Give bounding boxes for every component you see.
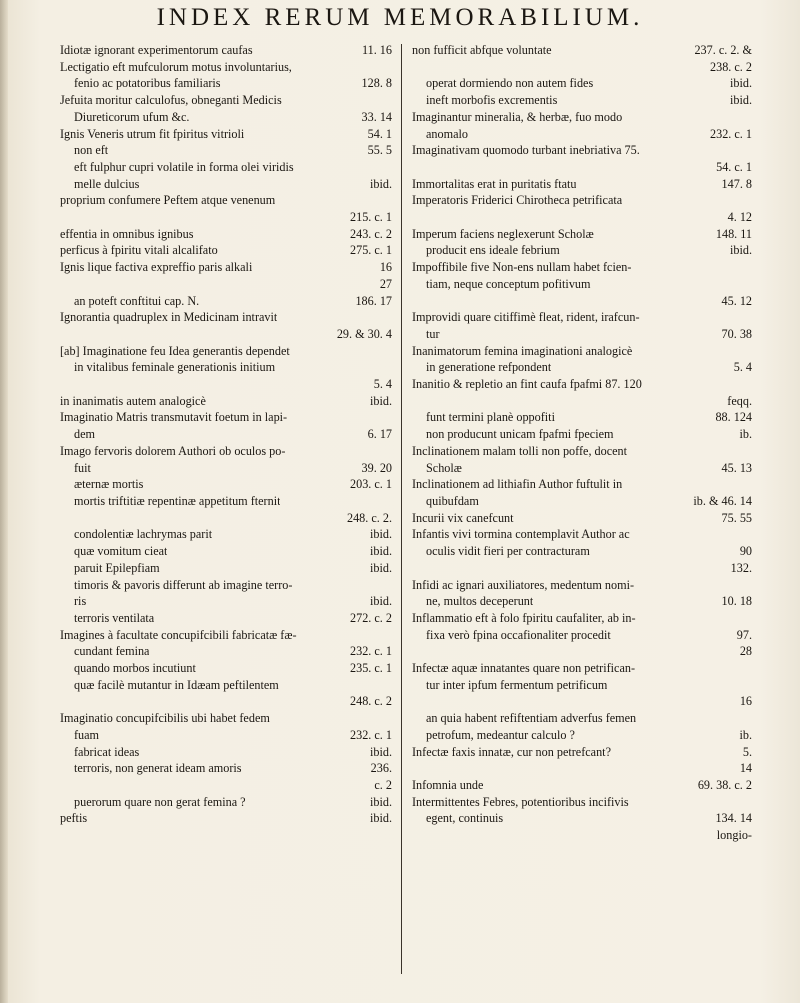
index-entry bbox=[412, 426, 752, 443]
index-entry bbox=[412, 192, 752, 209]
entry-text: Intermittentes Febres, potentioribus incifivis bbox=[412, 794, 629, 809]
entry-reference bbox=[386, 677, 392, 694]
entry-text: Imperum faciens neglexerunt Scholæ bbox=[412, 226, 594, 241]
entry-text: Jefuita moritur calculofus, obneganti Medicis bbox=[60, 93, 282, 108]
entry-text: Impoffibile five Non-ens nullam habet fcien- bbox=[412, 260, 632, 275]
index-entry bbox=[60, 192, 392, 209]
index-entry bbox=[412, 727, 752, 744]
entry-text: anomalo bbox=[426, 126, 468, 141]
entry-reference bbox=[746, 677, 752, 694]
entry-reference bbox=[386, 309, 392, 326]
index-entry bbox=[412, 543, 752, 560]
entry-text: Infectæ aquæ innatantes quare non petrifican- bbox=[412, 661, 636, 676]
entry-reference: 54. c. 1 bbox=[716, 159, 752, 174]
entry-reference: 14 bbox=[739, 761, 752, 776]
index-entry bbox=[60, 159, 392, 176]
entry-reference: 28 bbox=[739, 644, 752, 659]
entry-reference: 232. c. 1 bbox=[350, 727, 392, 742]
entry-reference bbox=[746, 376, 752, 393]
index-entry bbox=[412, 42, 752, 59]
entry-text: æternæ mortis bbox=[74, 477, 144, 492]
index-entry bbox=[412, 176, 752, 193]
index-entry bbox=[60, 560, 392, 577]
index-entry bbox=[60, 610, 392, 627]
index-entry bbox=[60, 326, 392, 343]
index-entry bbox=[60, 493, 392, 510]
entry-text: Diureticorum ufum &c. bbox=[74, 109, 190, 124]
entry-text: Infectæ faxis innatæ, cur non petrefcant? bbox=[412, 744, 611, 759]
entry-reference: 236. bbox=[370, 761, 392, 776]
entry-text: Imaginatio concupifcibilis ubi habet fedem bbox=[60, 711, 270, 726]
index-entry bbox=[412, 359, 752, 376]
entry-reference: 16 bbox=[739, 694, 752, 709]
entry-reference: ibid. bbox=[369, 594, 392, 609]
index-entry bbox=[412, 526, 752, 543]
index-entry bbox=[412, 677, 752, 694]
entry-reference: feqq. bbox=[727, 393, 752, 408]
index-entry bbox=[60, 577, 392, 594]
index-entry bbox=[412, 242, 752, 259]
entry-text: Imaginatio Matris transmutavit foetum in lapi- bbox=[60, 410, 288, 425]
column-divider bbox=[401, 44, 402, 974]
index-entry bbox=[412, 293, 752, 310]
index-entry bbox=[412, 109, 752, 126]
index-entry bbox=[60, 359, 392, 376]
entry-text: Incurii vix canefcunt bbox=[412, 510, 514, 525]
index-entry bbox=[412, 493, 752, 510]
index-entry bbox=[412, 326, 752, 343]
entry-reference bbox=[746, 142, 752, 159]
entry-reference: 5. 4 bbox=[373, 377, 392, 392]
entry-reference bbox=[386, 577, 392, 594]
entry-reference: 11. 16 bbox=[361, 43, 392, 57]
index-entry bbox=[60, 727, 392, 744]
entry-text: petrofum, medeantur calculo ? bbox=[426, 727, 575, 742]
entry-reference: 27 bbox=[379, 276, 392, 291]
entry-reference: 134. 14 bbox=[715, 811, 752, 826]
entry-text: fuam bbox=[74, 727, 100, 742]
entry-reference: 215. c. 1 bbox=[350, 210, 392, 225]
entry-reference bbox=[386, 192, 392, 209]
entry-text: Inanimatorum femina imaginationi analogicè bbox=[412, 343, 633, 358]
entry-text: Inclinationem ad lithiafin Author fuftulit in bbox=[412, 477, 623, 492]
index-entry bbox=[412, 660, 752, 677]
entry-text: quæ facilè mutantur in Idæam peftilentem bbox=[74, 677, 279, 692]
entry-reference: 29. & 30. 4 bbox=[336, 326, 392, 341]
index-entry bbox=[60, 526, 392, 543]
entry-text: fixa verò fpina occafionaliter procedit bbox=[426, 627, 611, 642]
entry-reference bbox=[386, 92, 392, 109]
entry-reference bbox=[746, 526, 752, 543]
entry-text: non eft bbox=[74, 143, 109, 158]
entry-reference: ibid. bbox=[369, 176, 392, 191]
entry-reference: ibid. bbox=[369, 544, 392, 559]
entry-reference bbox=[746, 192, 752, 209]
entry-text: fabricat ideas bbox=[74, 744, 140, 759]
entry-reference bbox=[746, 276, 752, 293]
index-entry bbox=[60, 693, 392, 710]
entry-text: an poteft conftitui cap. N. bbox=[74, 293, 200, 308]
page-header: INDEX RERUM MEMORABILIUM. bbox=[156, 4, 644, 31]
index-entry bbox=[412, 810, 752, 827]
entry-text: Infomnia unde bbox=[412, 777, 484, 792]
index-entry bbox=[412, 209, 752, 226]
index-entry bbox=[60, 627, 392, 644]
entry-text: Idiotæ ignorant experimentorum caufas bbox=[60, 43, 253, 57]
entry-reference bbox=[746, 476, 752, 493]
entry-text: non producunt unicam fpafmi fpeciem bbox=[426, 427, 614, 442]
entry-reference: 55. 5 bbox=[367, 143, 392, 158]
entry-text: effentia in omnibus ignibus bbox=[60, 226, 194, 241]
entry-text: dem bbox=[74, 427, 95, 442]
entry-text: perficus à fpiritu vitali alcalifato bbox=[60, 243, 218, 258]
entry-reference: 75. 55 bbox=[721, 510, 752, 525]
entry-text: fenio ac potatoribus familiaris bbox=[74, 76, 221, 91]
entry-reference: 97. bbox=[736, 627, 752, 642]
entry-reference bbox=[746, 443, 752, 460]
entry-text: an quia habent refiftentiam adverfus femen bbox=[426, 711, 637, 726]
entry-reference bbox=[746, 343, 752, 360]
entry-reference: ibid. bbox=[729, 243, 752, 258]
index-entry bbox=[60, 242, 392, 259]
entry-text: quibufdam bbox=[426, 493, 479, 508]
entry-reference bbox=[386, 627, 392, 644]
entry-reference bbox=[386, 343, 392, 360]
entry-text: operat dormiendo non autem fides bbox=[426, 76, 594, 91]
index-entry bbox=[60, 810, 392, 827]
index-entry bbox=[412, 476, 752, 493]
index-entry bbox=[60, 426, 392, 443]
index-entry bbox=[60, 109, 392, 126]
index-entry bbox=[412, 409, 752, 426]
index-entry bbox=[412, 276, 752, 293]
entry-reference bbox=[746, 309, 752, 326]
entry-reference bbox=[386, 493, 392, 510]
entry-reference: 5. 4 bbox=[733, 360, 752, 375]
index-entry bbox=[60, 343, 392, 360]
entry-text: eft fulphur cupri volatile in forma olei viridis bbox=[74, 159, 294, 174]
entry-text: ineft morbofis excrementis bbox=[426, 93, 558, 108]
entry-reference bbox=[746, 794, 752, 811]
entry-reference: ibid. bbox=[369, 560, 392, 575]
index-entry bbox=[60, 59, 392, 76]
entry-reference: 70. 38 bbox=[721, 326, 752, 341]
entry-text: Inflammatio eft à folo fpiritu caufaliter, ab in- bbox=[412, 610, 636, 625]
entry-reference: 39. 20 bbox=[361, 460, 392, 475]
entry-reference: 69. 38. c. 2 bbox=[697, 777, 752, 792]
entry-text: funt termini planè oppofiti bbox=[426, 410, 555, 425]
index-entry bbox=[412, 443, 752, 460]
entry-text: Imaginativam quomodo turbant inebriativa 75. bbox=[412, 143, 640, 158]
index-entry bbox=[60, 42, 392, 59]
index-entry bbox=[60, 142, 392, 159]
entry-text: mortis triftitiæ repentinæ appetitum fternit bbox=[74, 493, 281, 508]
entry-text: Infidi ac ignari auxiliatores, medentum nomi- bbox=[412, 577, 635, 592]
entry-reference: 128. 8 bbox=[361, 76, 392, 91]
entry-reference: 16 bbox=[379, 260, 392, 275]
entry-reference: 248. c. 2 bbox=[350, 694, 392, 709]
index-entry bbox=[60, 777, 392, 794]
index-entry bbox=[412, 159, 752, 176]
index-entry bbox=[412, 627, 752, 644]
entry-reference bbox=[746, 660, 752, 677]
entry-reference: ibid. bbox=[369, 744, 392, 759]
entry-text: melle dulcius bbox=[74, 176, 140, 191]
entry-reference: 45. 13 bbox=[721, 460, 752, 475]
entry-reference: ibid. bbox=[729, 76, 752, 91]
index-entry bbox=[60, 744, 392, 761]
entry-reference: ibid. bbox=[369, 811, 392, 826]
entry-reference bbox=[746, 610, 752, 627]
index-entry bbox=[60, 677, 392, 694]
entry-text: paruit Epilepfiam bbox=[74, 560, 160, 575]
index-entry bbox=[412, 610, 752, 627]
entry-text: puerorum quare non gerat femina ? bbox=[74, 794, 246, 809]
index-entry bbox=[412, 560, 752, 577]
entry-reference: ib. bbox=[739, 427, 752, 442]
entry-text: egent, continuis bbox=[426, 811, 504, 826]
index-entry bbox=[412, 126, 752, 143]
index-entry bbox=[412, 710, 752, 727]
entry-reference bbox=[746, 577, 752, 594]
entry-reference: 203. c. 1 bbox=[350, 477, 392, 492]
entry-reference: 33. 14 bbox=[361, 109, 392, 124]
entry-text: quæ vomitum cieat bbox=[74, 544, 168, 559]
entry-text: Ignorantia quadruplex in Medicinam intravit bbox=[60, 310, 278, 325]
entry-reference: 90 bbox=[739, 544, 752, 559]
entry-reference: 54. 1 bbox=[367, 126, 392, 141]
page-binding-shadow bbox=[0, 0, 8, 1003]
index-entry bbox=[60, 643, 392, 660]
entry-text: producit ens ideale febrium bbox=[426, 243, 560, 258]
index-entry bbox=[412, 643, 752, 660]
index-entry bbox=[412, 259, 752, 276]
index-entry bbox=[412, 59, 752, 76]
entry-text: Lectigatio eft mufculorum motus involuntarius, bbox=[60, 59, 292, 74]
entry-reference: 132. bbox=[730, 560, 752, 575]
index-entry bbox=[60, 476, 392, 493]
index-entry bbox=[60, 259, 392, 276]
index-entry bbox=[412, 794, 752, 811]
entry-text: [ab] Imaginatione feu Idea generantis dependet bbox=[60, 343, 290, 358]
entry-reference: 243. c. 2 bbox=[350, 226, 392, 241]
entry-text: Imaginantur mineralia, & herbæ, fuo modo bbox=[412, 109, 623, 124]
index-entry bbox=[412, 309, 752, 326]
index-entry bbox=[60, 309, 392, 326]
index-entry bbox=[60, 92, 392, 109]
entry-text: Imagines à facultate concupifcibili fabricatæ fæ- bbox=[60, 627, 297, 642]
index-entry bbox=[60, 543, 392, 560]
entry-reference bbox=[386, 443, 392, 460]
index-entry bbox=[60, 443, 392, 460]
entry-text: ne, multos deceperunt bbox=[426, 594, 534, 609]
index-entry bbox=[60, 126, 392, 143]
entry-text: Ignis lique factiva expreffio paris alkali bbox=[60, 260, 253, 275]
entry-text: peftis bbox=[60, 811, 88, 826]
entry-reference: 275. c. 1 bbox=[350, 243, 392, 258]
index-entry bbox=[412, 226, 752, 243]
index-entry bbox=[60, 794, 392, 811]
index-entry bbox=[60, 276, 392, 293]
entry-reference: longio- bbox=[716, 828, 752, 843]
entry-text: terroris, non generat ideam amoris bbox=[74, 761, 242, 776]
index-entry bbox=[60, 226, 392, 243]
entry-reference: 186. 17 bbox=[355, 293, 392, 308]
entry-text: tur inter ipfum fermentum petrificum bbox=[426, 677, 608, 692]
index-entry bbox=[412, 92, 752, 109]
entry-reference: ibid. bbox=[729, 93, 752, 108]
entry-text: Scholæ bbox=[426, 460, 462, 475]
entry-text: fuit bbox=[74, 460, 91, 475]
entry-reference: ibid. bbox=[369, 527, 392, 542]
index-entry bbox=[412, 760, 752, 777]
entry-reference: 6. 17 bbox=[367, 427, 392, 442]
entry-reference: 238. c. 2 bbox=[710, 59, 752, 74]
entry-text: quando morbos incutiunt bbox=[74, 661, 196, 676]
right-column bbox=[412, 42, 752, 844]
index-entry bbox=[412, 593, 752, 610]
entry-text: tur bbox=[426, 326, 440, 341]
entry-text: in inanimatis autem analogicè bbox=[60, 393, 206, 408]
index-entry bbox=[412, 777, 752, 794]
entry-reference bbox=[746, 259, 752, 276]
index-entry bbox=[60, 510, 392, 527]
entry-text: Infantis vivi tormina contemplavit Author ac bbox=[412, 527, 630, 542]
entry-text: proprium confumere Peftem atque venenum bbox=[60, 193, 276, 208]
index-entry bbox=[60, 460, 392, 477]
index-entry bbox=[412, 460, 752, 477]
entry-reference bbox=[386, 710, 392, 727]
entry-reference bbox=[386, 409, 392, 426]
index-entry bbox=[412, 510, 752, 527]
index-entry bbox=[412, 577, 752, 594]
entry-text: in vitalibus feminale generationis initium bbox=[74, 360, 276, 375]
entry-reference: 88. 124 bbox=[715, 410, 752, 425]
left-column bbox=[60, 42, 392, 827]
index-entry bbox=[412, 142, 752, 159]
index-entry bbox=[60, 209, 392, 226]
entry-reference: 235. c. 1 bbox=[350, 661, 392, 676]
entry-reference: c. 2 bbox=[374, 777, 392, 792]
entry-reference: 272. c. 2 bbox=[350, 610, 392, 625]
entry-text: Inclinationem malam tolli non poffe, docent bbox=[412, 443, 628, 458]
entry-text: cundant femina bbox=[74, 644, 150, 659]
entry-text: Immortalitas erat in puritatis ftatu bbox=[412, 176, 577, 191]
entry-reference bbox=[386, 159, 392, 176]
entry-reference: 5. bbox=[742, 744, 752, 759]
index-entry bbox=[60, 593, 392, 610]
index-entry bbox=[60, 176, 392, 193]
index-entry bbox=[412, 343, 752, 360]
entry-reference bbox=[386, 359, 392, 376]
entry-text: non fufficit abfque voluntate bbox=[412, 43, 552, 57]
entry-reference: 237. c. 2. & bbox=[694, 43, 752, 57]
entry-text: Imperatoris Friderici Chirotheca petrificata bbox=[412, 193, 623, 208]
index-entry bbox=[412, 75, 752, 92]
entry-reference: 147. 8 bbox=[721, 176, 752, 191]
index-entry bbox=[60, 376, 392, 393]
entry-reference: 4. 12 bbox=[727, 210, 752, 225]
entry-text: Ignis Veneris utrum fit fpiritus vitrioli bbox=[60, 126, 245, 141]
entry-text: condolentiæ lachrymas parit bbox=[74, 527, 213, 542]
entry-text: terroris ventilata bbox=[74, 610, 155, 625]
entry-reference: ib. bbox=[739, 727, 752, 742]
entry-reference bbox=[746, 109, 752, 126]
entry-text: timoris & pavoris differunt ab imagine terro- bbox=[74, 577, 293, 592]
entry-reference: 10. 18 bbox=[721, 594, 752, 609]
entry-reference bbox=[386, 59, 392, 76]
entry-text: tiam, neque conceptum pofitivum bbox=[426, 276, 591, 291]
entry-reference: ibid. bbox=[369, 393, 392, 408]
entry-reference: 148. 11 bbox=[715, 226, 752, 241]
entry-text: Improvidi quare citiffimè fleat, rident, irafcun- bbox=[412, 310, 640, 325]
entry-reference: 232. c. 1 bbox=[350, 644, 392, 659]
entry-reference bbox=[746, 710, 752, 727]
index-entry bbox=[412, 827, 752, 844]
index-entry bbox=[60, 409, 392, 426]
index-entry bbox=[412, 376, 752, 393]
index-entry bbox=[60, 393, 392, 410]
index-entry bbox=[412, 744, 752, 761]
index-entry bbox=[60, 710, 392, 727]
entry-reference: 248. c. 2. bbox=[346, 510, 392, 525]
entry-text: Inanitio & repletio an fint caufa fpafmi 87. 120 bbox=[412, 377, 642, 392]
index-entry bbox=[60, 293, 392, 310]
index-entry bbox=[60, 760, 392, 777]
entry-text: in generatione refpondent bbox=[426, 360, 552, 375]
entry-text: oculis vidit fieri per contracturam bbox=[426, 544, 590, 559]
entry-text: Imago fervoris dolorem Authori ob oculos po- bbox=[60, 443, 286, 458]
index-entry bbox=[60, 75, 392, 92]
index-entry bbox=[60, 660, 392, 677]
entry-reference: 232. c. 1 bbox=[710, 126, 752, 141]
entry-reference: ib. & 46. 14 bbox=[693, 493, 752, 508]
index-entry bbox=[412, 393, 752, 410]
index-entry bbox=[412, 693, 752, 710]
entry-reference: 45. 12 bbox=[721, 293, 752, 308]
entry-reference: ibid. bbox=[369, 794, 392, 809]
entry-text: ris bbox=[74, 594, 87, 609]
